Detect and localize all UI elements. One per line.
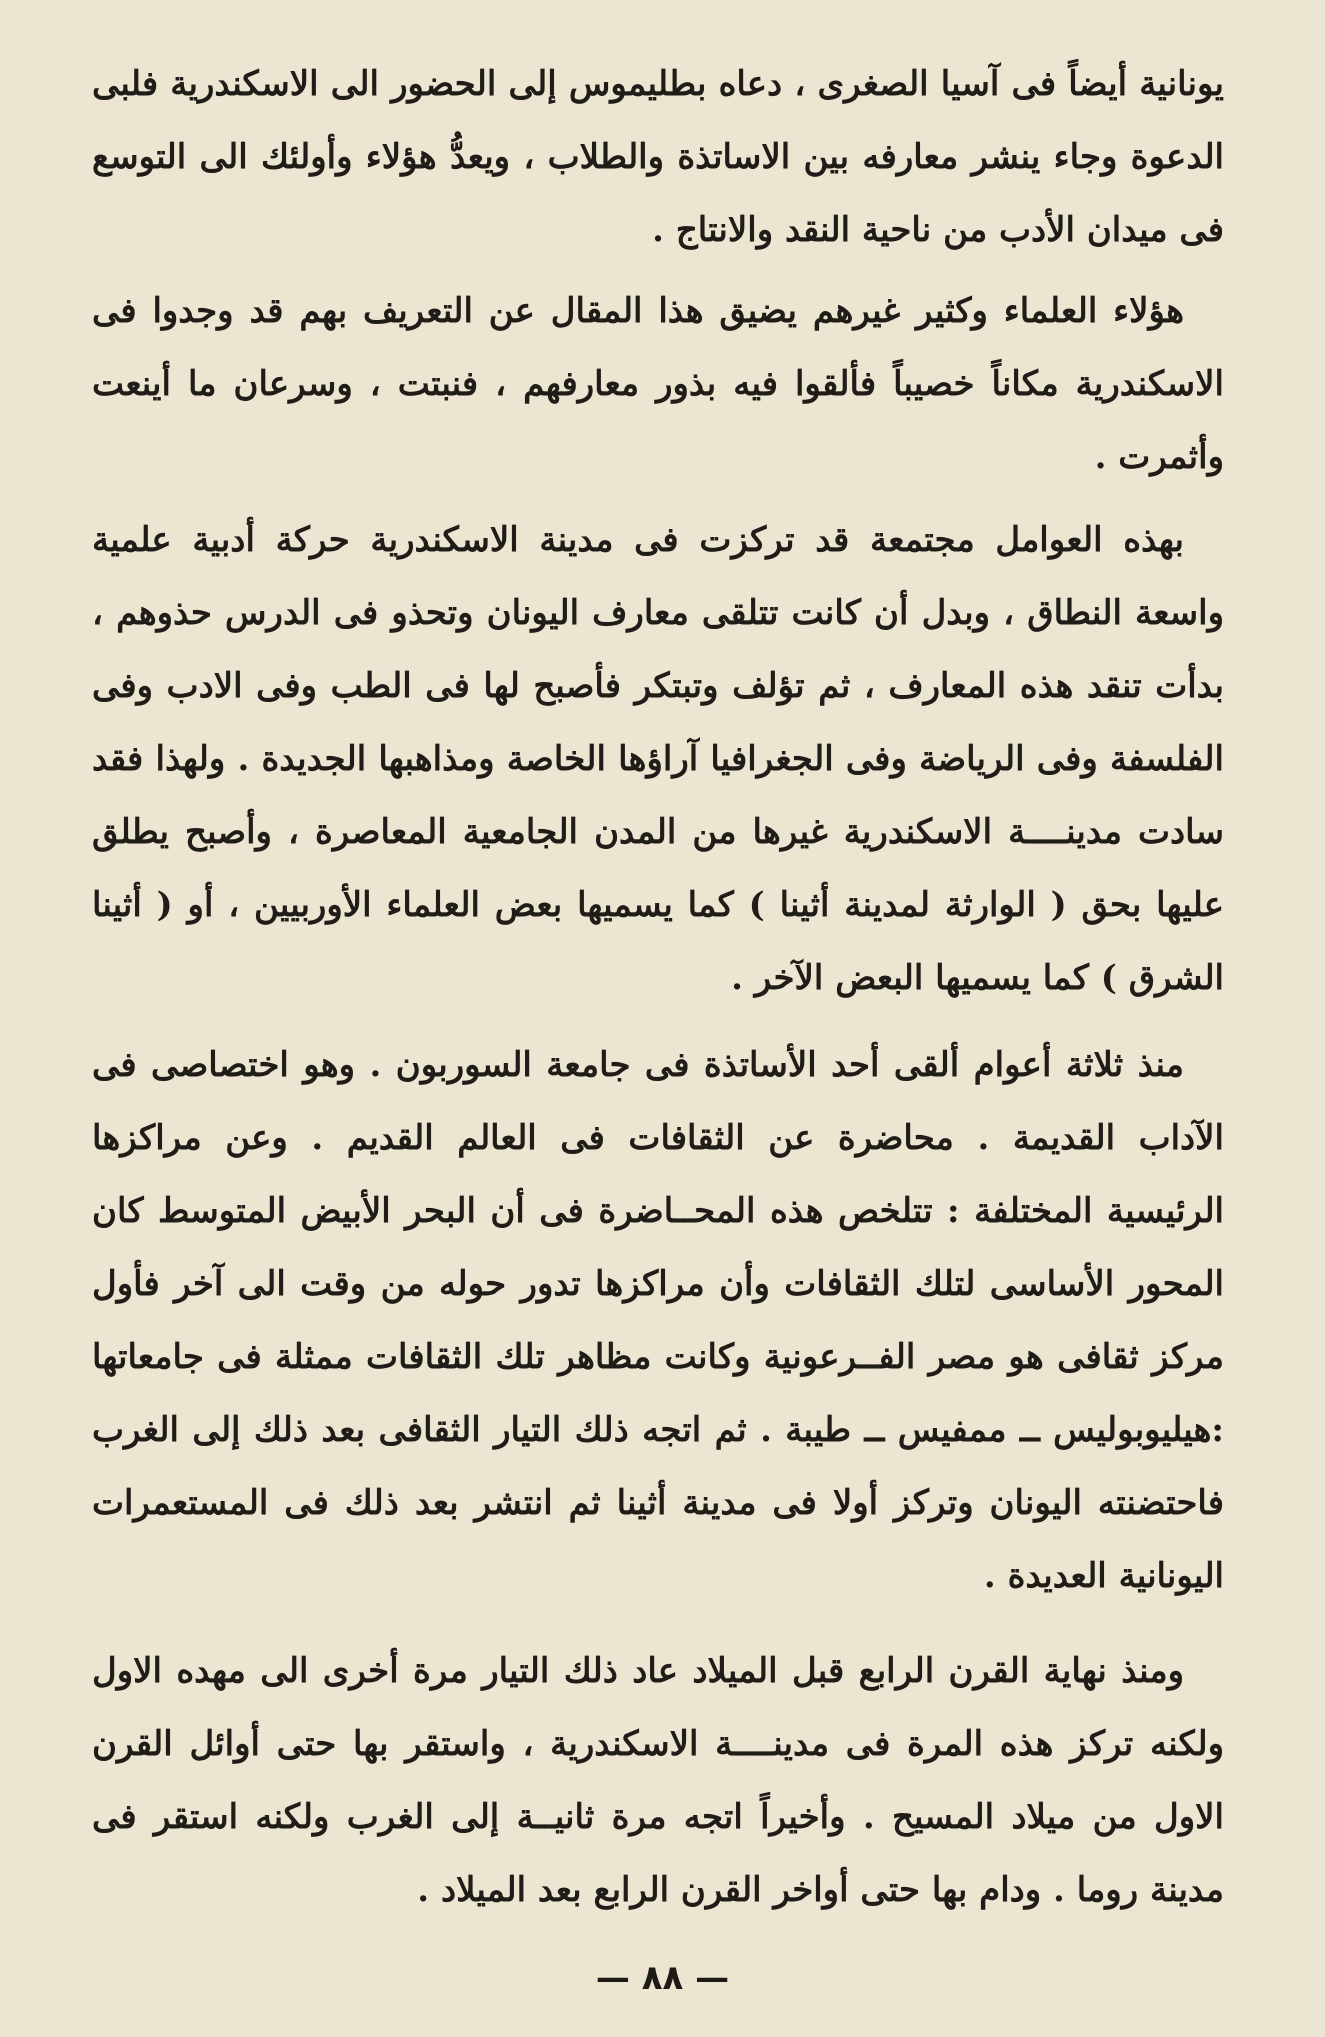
paragraph-2: هؤلاء العلماء وكثير غيرهم يضيق هذا المقال عن التعريف بهم قد وجدوا فى الاسكندرية مكاناً خصيباً فألقوا فيه بذور معارفهم ، فنبتت ، وسرعان ما أينعت وأثمرت . — [92, 291, 1224, 477]
paragraph-4: منذ ثلاثة أعوام ألقى أحد الأساتذة فى جامعة السوربون . وهو اختصاصى فى الآداب القديمة . محاضرة عن الثقافات فى العالم القديم . وعن مراكزها الرئيسية المختلفة : تتلخص هذه المحــاضرة فى أن البحر الأبيض المتوسط كان المحور الأساسى لتلك الثقافات وأن مراكزها تدور حوله من وقت الى آخر فأول مركز ثقافى هو مصر الفــرعونية وكانت مظاهر تلك الثقافات ممثلة فى جامعاتها :هيليوبوليس ــ ممفيس ــ طيبة . ثم اتجه ذلك التيار الثقافى بعد ذلك إلى الغرب فاحتضنته اليونان وتركز أولا فى مدينة أثينا ثم انتشر بعد ذلك فى المستعمرات اليونانية العديدة . — [92, 1045, 1224, 1596]
page-number: — ٨٨ — — [595, 1958, 730, 1998]
paragraph-3: بهذه العوامل مجتمعة قد تركزت فى مدينة الاسكندرية حركة أدبية علمية واسعة النطاق ، وبدل أن كانت تتلقى معارف اليونان وتحذو فى الدرس حذوهم ، بدأت تنقد هذه المعارف ، ثم تؤلف وتبتكر فأصبح لها فى الطب وفى الادب وفى الفلسفة وفى الرياضة وفى الجغرافيا آراؤها الخاصة ومذاهبها الجديدة . ولهذا فقد سادت مدينــــة الاسكندرية غيرها من المدن الجامعية المعاصرة ، وأصبح يطلق عليها بحق ( الوارثة لمدينة أثينا ) كما يسميها بعض العلماء الأوربيين ، أو ( أثينا الشرق ) كما يسميها البعض الآخر . — [92, 520, 1224, 998]
document-page — [92, 48, 1224, 1988]
paragraph-1: يونانية أيضاً فى آسيا الصغرى ، دعاه بطليموس إلى الحضور الى الاسكندرية فلبى الدعوة وجاء ينشر معارفه بين الاساتذة والطلاب ، ويعدُّ هؤلاء وأولئك الى التوسع فى ميدان الأدب من ناحية النقد والانتاج . — [92, 64, 1224, 250]
paragraph-5: ومنذ نهاية القرن الرابع قبل الميلاد عاد ذلك التيار مرة أخرى الى مهده الاول ولكنه تركز هذه المرة فى مدينــــة الاسكندرية ، واستقر بها حتى أوائل القرن الاول من ميلاد المسيح . وأخيراً اتجه مرة ثانيــة إلى الغرب ولكنه استقر فى مدينة روما . ودام بها حتى أواخر القرن الرابع بعد الميلاد . — [92, 1651, 1224, 1910]
